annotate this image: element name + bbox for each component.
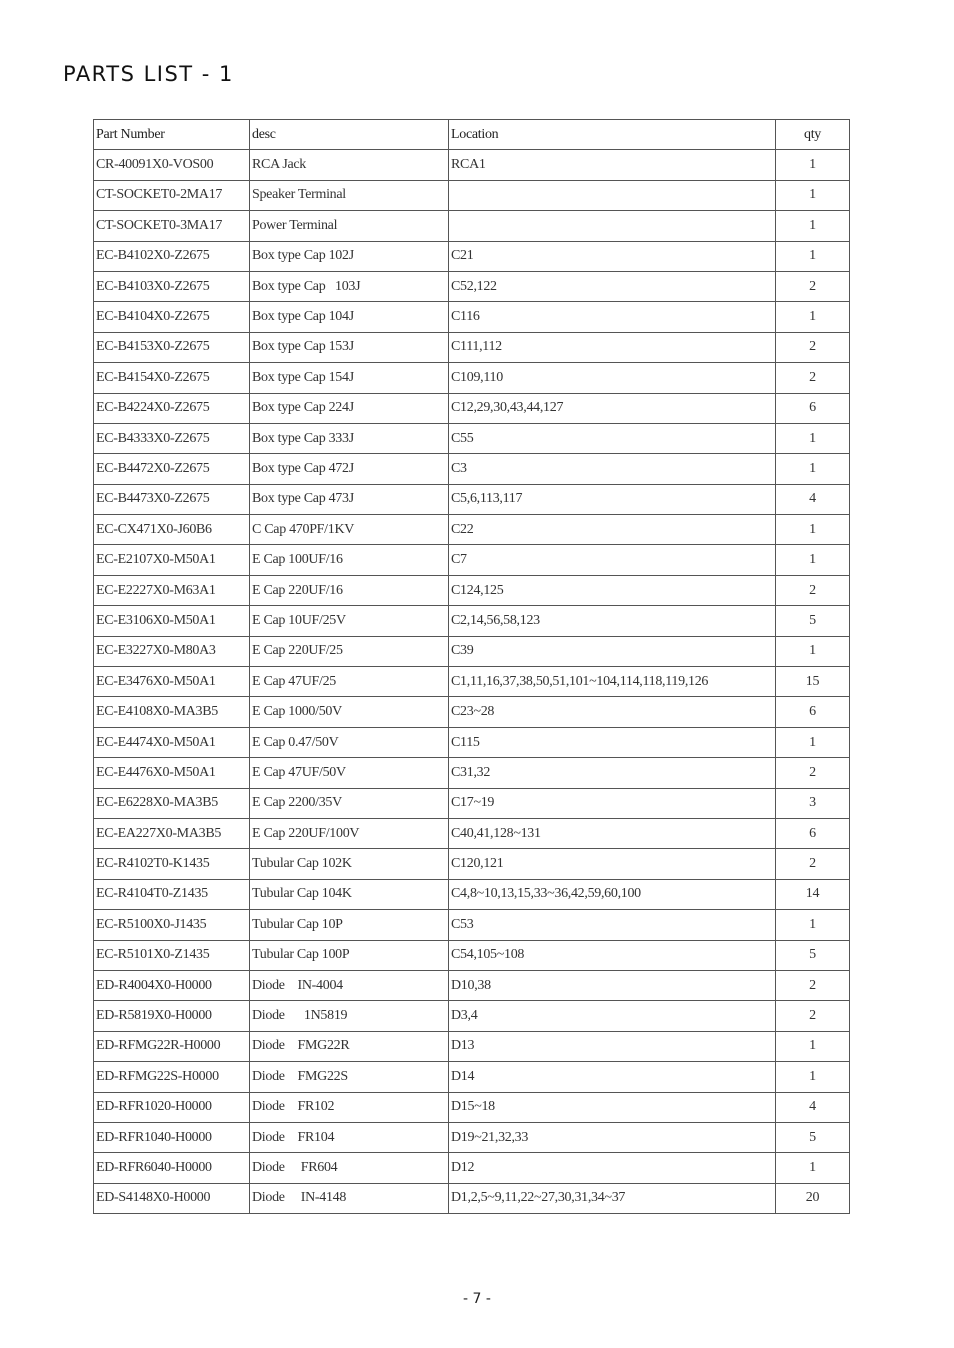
- desc-cell: Diode FR102: [250, 1092, 449, 1122]
- part-number-cell: EC-B4103X0-Z2675: [94, 271, 250, 301]
- location-cell: C52,122: [449, 271, 776, 301]
- part-number-cell: EC-E3476X0-M50A1: [94, 667, 250, 697]
- location-cell: D10,38: [449, 970, 776, 1000]
- desc-cell: E Cap 220UF/25: [250, 636, 449, 666]
- header-qty: qty: [776, 120, 850, 150]
- desc-cell: C Cap 470PF/1KV: [250, 515, 449, 545]
- table-row: [94, 393, 850, 423]
- table-row: [94, 727, 850, 757]
- qty-cell: 5: [776, 606, 850, 636]
- part-number-cell: ED-RFMG22S-H0000: [94, 1062, 250, 1092]
- table-row: [94, 271, 850, 301]
- location-cell: [449, 180, 776, 210]
- part-number-cell: ED-RFR1020-H0000: [94, 1092, 250, 1122]
- qty-cell: 1: [776, 150, 850, 180]
- table-row: [94, 1183, 850, 1213]
- part-number-cell: ED-RFR6040-H0000: [94, 1153, 250, 1183]
- location-cell: D15~18: [449, 1092, 776, 1122]
- desc-cell: Box type Cap 473J: [250, 484, 449, 514]
- qty-cell: 2: [776, 332, 850, 362]
- desc-cell: Box type Cap 104J: [250, 302, 449, 332]
- part-number-cell: EC-B4333X0-Z2675: [94, 423, 250, 453]
- location-cell: C109,110: [449, 363, 776, 393]
- part-number-cell: EC-B4153X0-Z2675: [94, 332, 250, 362]
- desc-cell: Diode IN-4004: [250, 970, 449, 1000]
- table-row: [94, 849, 850, 879]
- desc-cell: E Cap 0.47/50V: [250, 727, 449, 757]
- parts-table-body: [94, 150, 850, 1214]
- table-row: [94, 1122, 850, 1152]
- location-cell: C55: [449, 423, 776, 453]
- desc-cell: Box type Cap 472J: [250, 454, 449, 484]
- table-row: [94, 363, 850, 393]
- location-cell: C17~19: [449, 788, 776, 818]
- qty-cell: 1: [776, 1062, 850, 1092]
- location-cell: C5,6,113,117: [449, 484, 776, 514]
- location-cell: D14: [449, 1062, 776, 1092]
- location-cell: D1,2,5~9,11,22~27,30,31,34~37: [449, 1183, 776, 1213]
- qty-cell: 4: [776, 1092, 850, 1122]
- desc-cell: Tubular Cap 10P: [250, 910, 449, 940]
- part-number-cell: EC-E3227X0-M80A3: [94, 636, 250, 666]
- location-cell: C21: [449, 241, 776, 271]
- qty-cell: 6: [776, 697, 850, 727]
- location-cell: C111,112: [449, 332, 776, 362]
- desc-cell: E Cap 10UF/25V: [250, 606, 449, 636]
- qty-cell: 1: [776, 1031, 850, 1061]
- location-cell: C12,29,30,43,44,127: [449, 393, 776, 423]
- table-row: [94, 1062, 850, 1092]
- qty-cell: 1: [776, 241, 850, 271]
- table-row: [94, 1031, 850, 1061]
- desc-cell: Diode FR604: [250, 1153, 449, 1183]
- desc-cell: RCA Jack: [250, 150, 449, 180]
- qty-cell: 2: [776, 758, 850, 788]
- location-cell: C7: [449, 545, 776, 575]
- page-title: PARTS LIST - 1: [63, 62, 234, 86]
- location-cell: C3: [449, 454, 776, 484]
- location-cell: C4,8~10,13,15,33~36,42,59,60,100: [449, 879, 776, 909]
- location-cell: D12: [449, 1153, 776, 1183]
- table-row: [94, 879, 850, 909]
- part-number-cell: EC-E6228X0-MA3B5: [94, 788, 250, 818]
- qty-cell: 2: [776, 271, 850, 301]
- table-row: [94, 606, 850, 636]
- qty-cell: 1: [776, 727, 850, 757]
- desc-cell: Speaker Terminal: [250, 180, 449, 210]
- table-row: [94, 575, 850, 605]
- part-number-cell: EC-B4102X0-Z2675: [94, 241, 250, 271]
- part-number-cell: EC-R4104T0-Z1435: [94, 879, 250, 909]
- desc-cell: Power Terminal: [250, 211, 449, 241]
- table-row: [94, 1092, 850, 1122]
- header-part-number: Part Number: [94, 120, 250, 150]
- table-row: [94, 423, 850, 453]
- table-row: [94, 515, 850, 545]
- desc-cell: Diode FMG22R: [250, 1031, 449, 1061]
- part-number-cell: EC-R5101X0-Z1435: [94, 940, 250, 970]
- location-cell: D3,4: [449, 1001, 776, 1031]
- qty-cell: 2: [776, 1001, 850, 1031]
- location-cell: C23~28: [449, 697, 776, 727]
- location-cell: C124,125: [449, 575, 776, 605]
- table-row: [94, 484, 850, 514]
- part-number-cell: EC-E3106X0-M50A1: [94, 606, 250, 636]
- location-cell: C1,11,16,37,38,50,51,101~104,114,118,119,126: [449, 667, 776, 697]
- part-number-cell: ED-R4004X0-H0000: [94, 970, 250, 1000]
- header-desc: desc: [250, 120, 449, 150]
- qty-cell: 2: [776, 849, 850, 879]
- qty-cell: 1: [776, 910, 850, 940]
- location-cell: C116: [449, 302, 776, 332]
- table-row: [94, 180, 850, 210]
- desc-cell: Box type Cap 224J: [250, 393, 449, 423]
- location-cell: C22: [449, 515, 776, 545]
- part-number-cell: ED-RFMG22R-H0000: [94, 1031, 250, 1061]
- desc-cell: Box type Cap 333J: [250, 423, 449, 453]
- part-number-cell: EC-B4104X0-Z2675: [94, 302, 250, 332]
- part-number-cell: ED-S4148X0-H0000: [94, 1183, 250, 1213]
- part-number-cell: EC-EA227X0-MA3B5: [94, 818, 250, 848]
- qty-cell: 6: [776, 393, 850, 423]
- qty-cell: 1: [776, 636, 850, 666]
- desc-cell: E Cap 100UF/16: [250, 545, 449, 575]
- desc-cell: E Cap 220UF/100V: [250, 818, 449, 848]
- qty-cell: 1: [776, 180, 850, 210]
- location-cell: C40,41,128~131: [449, 818, 776, 848]
- part-number-cell: EC-E4108X0-MA3B5: [94, 697, 250, 727]
- desc-cell: E Cap 2200/35V: [250, 788, 449, 818]
- location-cell: C120,121: [449, 849, 776, 879]
- desc-cell: Diode 1N5819: [250, 1001, 449, 1031]
- table-row: [94, 910, 850, 940]
- qty-cell: 1: [776, 454, 850, 484]
- location-cell: RCA1: [449, 150, 776, 180]
- part-number-cell: EC-B4473X0-Z2675: [94, 484, 250, 514]
- part-number-cell: EC-R4102T0-K1435: [94, 849, 250, 879]
- desc-cell: Diode FMG22S: [250, 1062, 449, 1092]
- desc-cell: Tubular Cap 100P: [250, 940, 449, 970]
- table-row: [94, 454, 850, 484]
- location-cell: C2,14,56,58,123: [449, 606, 776, 636]
- qty-cell: 15: [776, 667, 850, 697]
- desc-cell: Tubular Cap 104K: [250, 879, 449, 909]
- part-number-cell: EC-E4476X0-M50A1: [94, 758, 250, 788]
- header-location: Location: [449, 120, 776, 150]
- desc-cell: E Cap 1000/50V: [250, 697, 449, 727]
- table-row: [94, 1001, 850, 1031]
- qty-cell: 2: [776, 970, 850, 1000]
- desc-cell: Box type Cap 102J: [250, 241, 449, 271]
- table-row: [94, 788, 850, 818]
- table-row: [94, 150, 850, 180]
- table-row: [94, 241, 850, 271]
- qty-cell: 5: [776, 1122, 850, 1152]
- table-row: [94, 636, 850, 666]
- desc-cell: E Cap 47UF/25: [250, 667, 449, 697]
- table-row: [94, 818, 850, 848]
- desc-cell: E Cap 47UF/50V: [250, 758, 449, 788]
- location-cell: C31,32: [449, 758, 776, 788]
- page-number: - 7 -: [463, 1291, 491, 1307]
- qty-cell: 1: [776, 423, 850, 453]
- part-number-cell: CT-SOCKET0-2MA17: [94, 180, 250, 210]
- qty-cell: 1: [776, 515, 850, 545]
- table-row: [94, 1153, 850, 1183]
- desc-cell: E Cap 220UF/16: [250, 575, 449, 605]
- table-row: [94, 667, 850, 697]
- qty-cell: 4: [776, 484, 850, 514]
- part-number-cell: CT-SOCKET0-3MA17: [94, 211, 250, 241]
- qty-cell: 14: [776, 879, 850, 909]
- table-header-row: [94, 120, 850, 150]
- table-row: [94, 545, 850, 575]
- table-row: [94, 697, 850, 727]
- part-number-cell: EC-E4474X0-M50A1: [94, 727, 250, 757]
- table-row: [94, 332, 850, 362]
- desc-cell: Diode IN-4148: [250, 1183, 449, 1213]
- part-number-cell: EC-B4154X0-Z2675: [94, 363, 250, 393]
- desc-cell: Box type Cap 153J: [250, 332, 449, 362]
- qty-cell: 6: [776, 818, 850, 848]
- qty-cell: 2: [776, 575, 850, 605]
- part-number-cell: EC-B4472X0-Z2675: [94, 454, 250, 484]
- qty-cell: 2: [776, 363, 850, 393]
- part-number-cell: EC-B4224X0-Z2675: [94, 393, 250, 423]
- qty-cell: 20: [776, 1183, 850, 1213]
- part-number-cell: EC-R5100X0-J1435: [94, 910, 250, 940]
- qty-cell: 1: [776, 302, 850, 332]
- qty-cell: 3: [776, 788, 850, 818]
- qty-cell: 1: [776, 545, 850, 575]
- part-number-cell: EC-CX471X0-J60B6: [94, 515, 250, 545]
- qty-cell: 5: [776, 940, 850, 970]
- location-cell: D13: [449, 1031, 776, 1061]
- location-cell: C54,105~108: [449, 940, 776, 970]
- location-cell: C53: [449, 910, 776, 940]
- table-row: [94, 211, 850, 241]
- part-number-cell: ED-R5819X0-H0000: [94, 1001, 250, 1031]
- part-number-cell: CR-40091X0-VOS00: [94, 150, 250, 180]
- qty-cell: 1: [776, 211, 850, 241]
- desc-cell: Diode FR104: [250, 1122, 449, 1152]
- location-cell: C115: [449, 727, 776, 757]
- table-row: [94, 302, 850, 332]
- part-number-cell: EC-E2227X0-M63A1: [94, 575, 250, 605]
- part-number-cell: EC-E2107X0-M50A1: [94, 545, 250, 575]
- parts-table: [93, 119, 850, 1214]
- location-cell: D19~21,32,33: [449, 1122, 776, 1152]
- table-row: [94, 970, 850, 1000]
- location-cell: [449, 211, 776, 241]
- desc-cell: Tubular Cap 102K: [250, 849, 449, 879]
- table-row: [94, 758, 850, 788]
- location-cell: C39: [449, 636, 776, 666]
- desc-cell: Box type Cap 154J: [250, 363, 449, 393]
- table-row: [94, 940, 850, 970]
- part-number-cell: ED-RFR1040-H0000: [94, 1122, 250, 1152]
- qty-cell: 1: [776, 1153, 850, 1183]
- desc-cell: Box type Cap 103J: [250, 271, 449, 301]
